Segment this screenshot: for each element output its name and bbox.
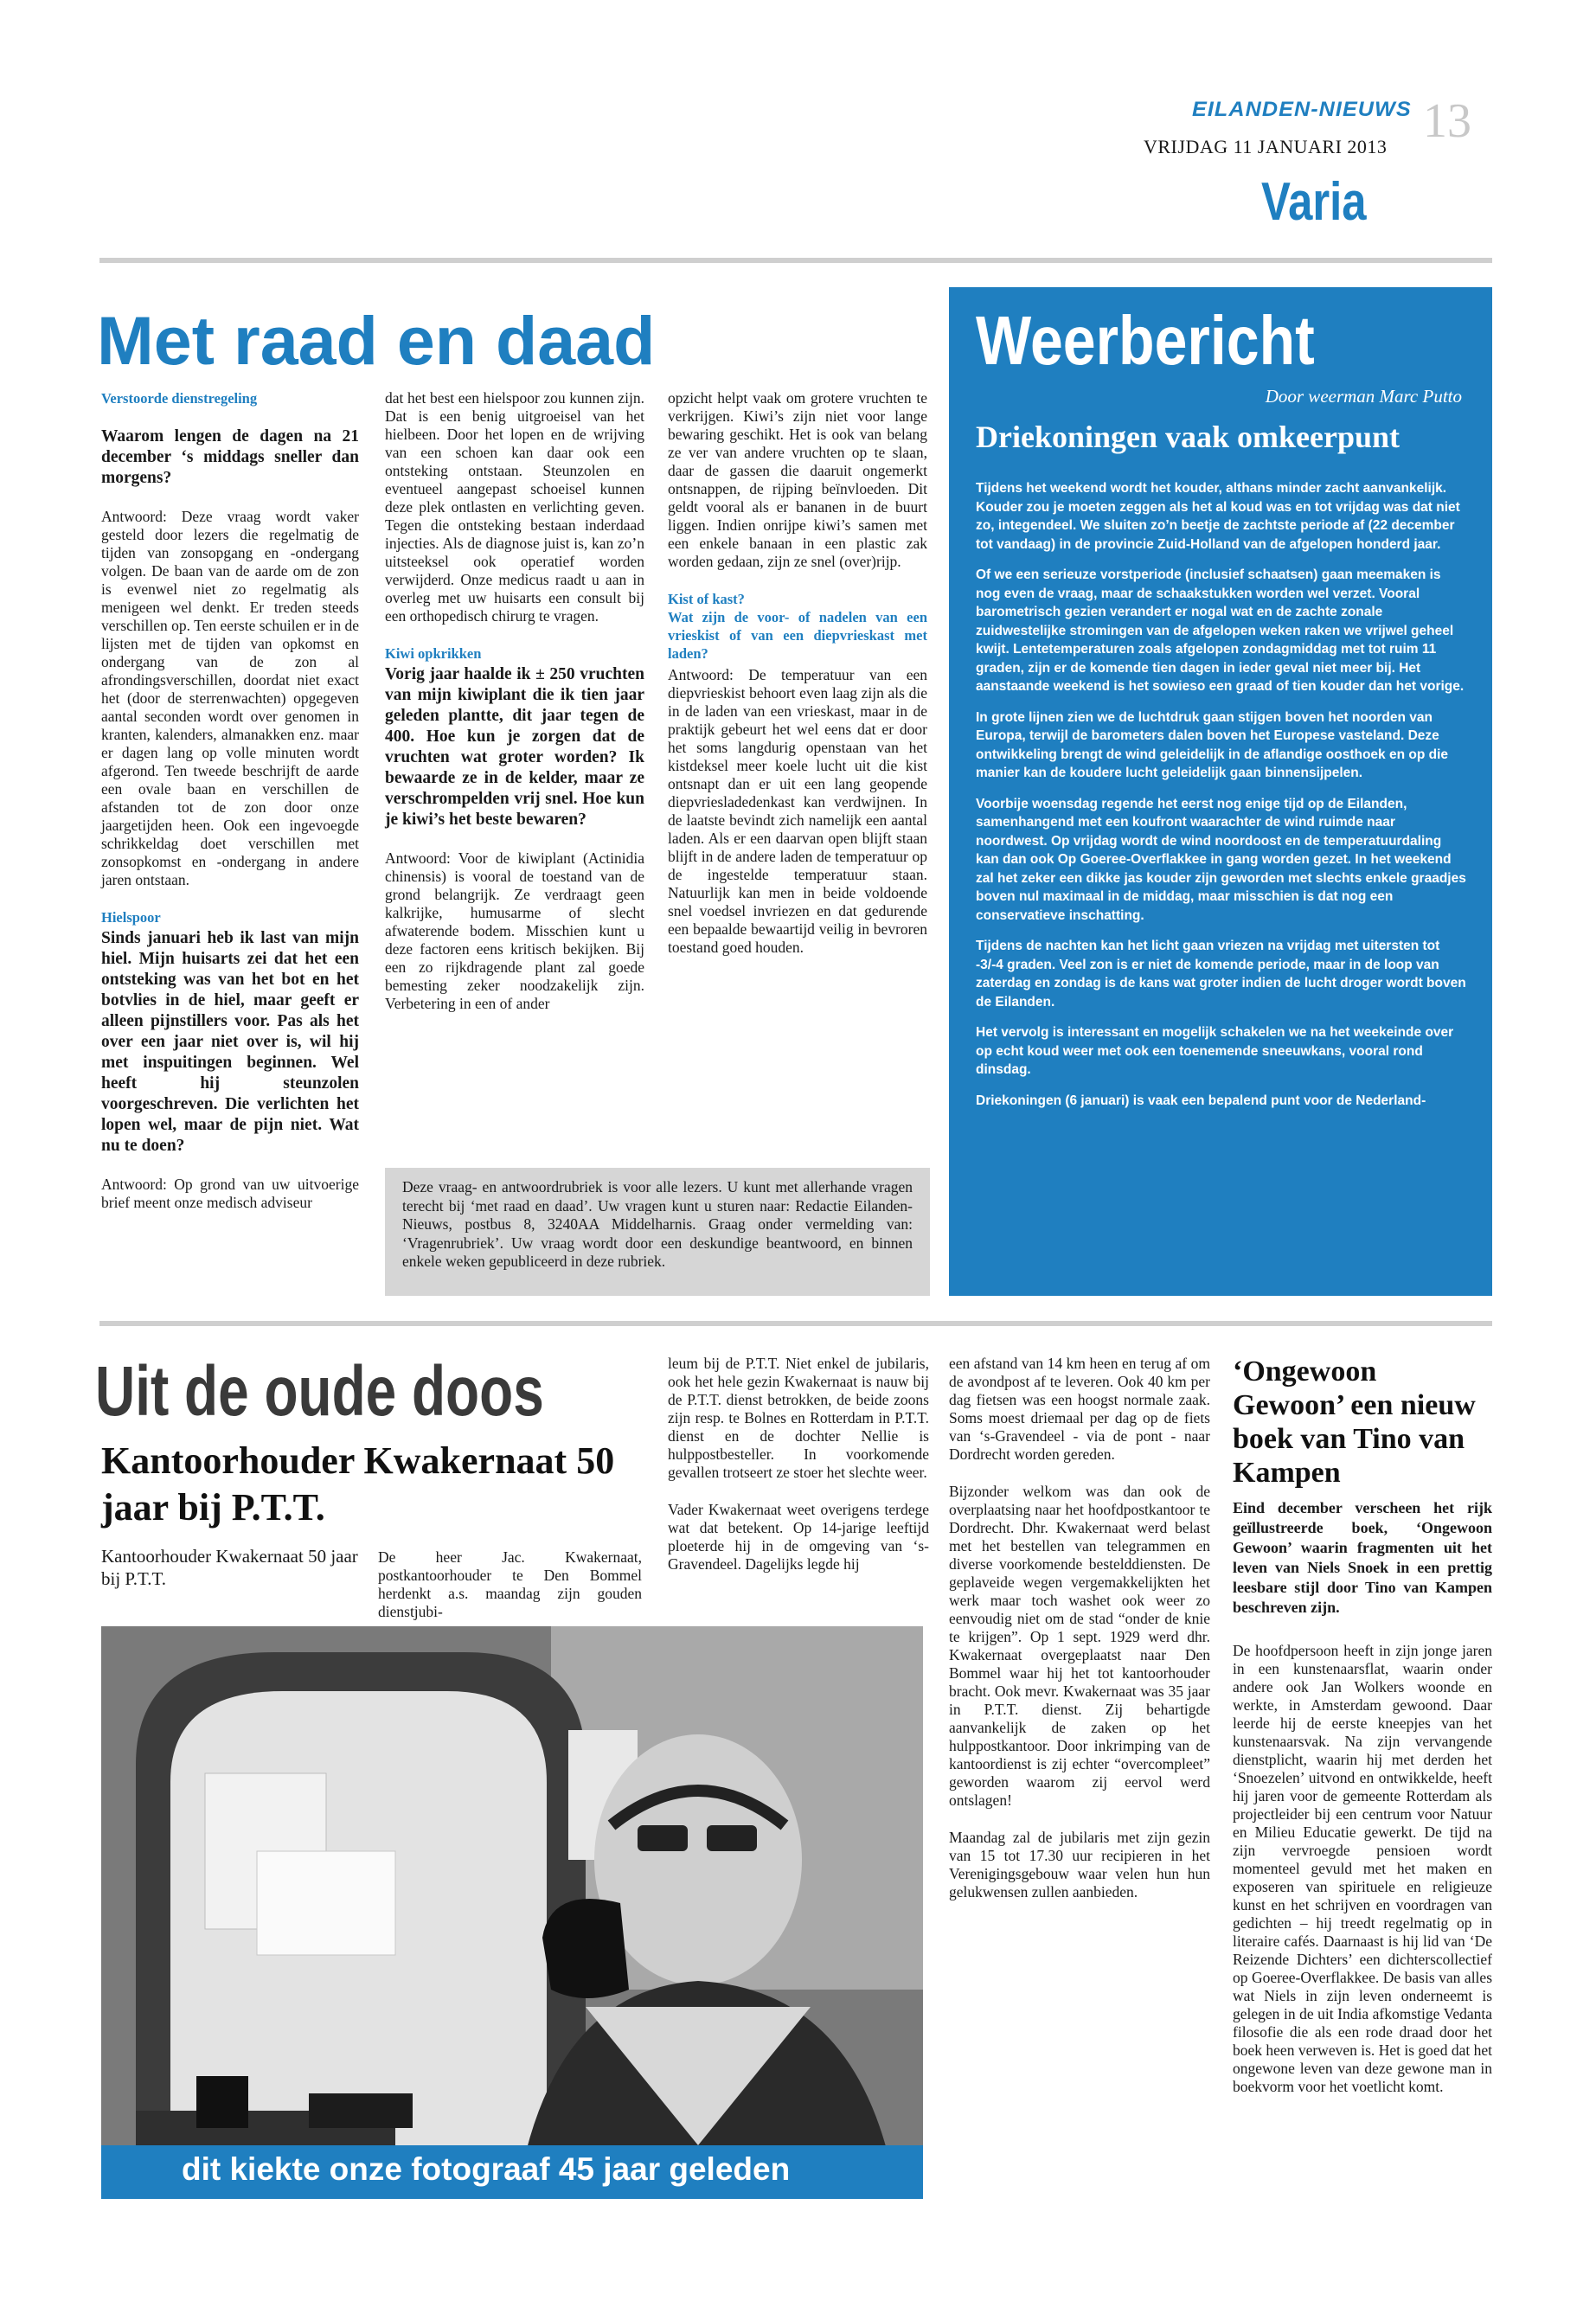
raad-column-1 bbox=[101, 389, 359, 1224]
boek-lead: Eind december verscheen het rijk geïllustreerde boek, ‘Ongewoon Gewoon’ waarin fragmenten uit het leven van Niels Snoek in een prettig leesbare stijl door Tino van Kampen beschreven zijn. bbox=[1233, 1499, 1492, 1616]
raad-column-2 bbox=[385, 389, 644, 1025]
raad-info-box bbox=[385, 1168, 930, 1296]
weather-paragraph: Of we een serieuze vorstperiode (inclusief schaatsen) gaan meemaken is nog even de vraag, maar de schaakstukken worden wel verzet. Vooral barometrisch gezien verandert er nogal wat en de zachte zonale zuidwestelijke stromingen van de afgelopen weken raken we vrijwel geheel kwijt. Lentetemperaturen zoals afgelopen zondagmiddag met tot ruim 11 graden, zijn er de komende tien dagen in ieder geval niet meer bij. Het aanstaande weekend is het sowieso een graad of tien kouder dan het vorige. bbox=[976, 567, 1465, 694]
answer-hielspoor-continued: dat het best een hielspoor zou kunnen zijn. Dat is een benig uitgroeisel van het hielbeen. Door het lopen en de wrijving van een schoen kan daar ook een ontsteking ontstaan. Steunzolen en eventueel aangepast schoeisel kunnen deze plek ontlasten en verlichting geven. Tegen die ontsteking bestaan inderdaad injecties. Als de diagnose juist is, kan zo’n uitsteeksel ook operatief worden verwijderd. Onze medicus raadt u aan in overleg met uw huisarts een consult bij een orthopedisch chirurg te vragen. bbox=[385, 389, 644, 625]
weather-text bbox=[976, 479, 1467, 1122]
doos-paragraph: leum bij de P.T.T. Niet enkel de jubilaris, ook het hele gezin Kwakernaat is nauw bij de P.T.T. dienst betrokken, de beide zoons zijn resp. te Bolnes en Rotterdam in P.T.T. dienst en de dochter Nellie is hulppostbesteller. In voorkomende gevallen trotseert ze stoer het slechte weer. bbox=[668, 1355, 929, 1481]
subhead-dienstregeling: Verstoorde dienstregeling bbox=[101, 390, 258, 407]
raad-column-3 bbox=[668, 389, 927, 969]
doos-intro: De heer Jac. Kwakernaat, postkantoorhouder te Den Bommel herdenkt a.s. maandag zijn gouden dienstjubi- bbox=[378, 1548, 642, 1620]
answer-dagen: Antwoord: Deze vraag wordt vaker gesteld door lezers die regelmatig de tijden van zonsopgang en -ondergang volgen. De baan van de aarde om de zon is evenwel niet zo regelmatig als menigeen wel denkt. Er treden steeds verschillen op. Ten eerste schuilen er in de lijsten met de tijden van opkomst en ondergang van de zon al afrondingsverschillen, doordat niet exact het (door de sterrenwachten) opgegeven aantal seconden wordt over genomen in kranten, kalenders, almanakken enz. maar er dagen lang op volle minuten wordt afgerond. Ten tweede beschrijft de aarde een ovale baan en verschillen de afstanden tot de zon door onze jaargetijden heen. Ook een ingevoegde schrikkeldag doet verschillen met zonsopkomst en -ondergang in andere jaren ontstaan. bbox=[101, 508, 359, 888]
boek-headline: ‘Ongewoon Gewoon’ een nieuw boek van Tino van Kampen bbox=[1233, 1356, 1476, 1489]
edition-date: VRIJDAG 11 JANUARI 2013 bbox=[1144, 136, 1388, 157]
weather-byline: Door weerman Marc Putto bbox=[1265, 386, 1462, 407]
subhead-kist: Kist of kast? bbox=[668, 591, 745, 607]
doos-paragraph: een afstand van 14 km heen en terug af om de avondpost af te leveren. Ook 40 km per dag fietsen was een hoogst normale zaak. Soms moest driemaal per dag op de fiets van ‘s-Gravendeel - via de pont - naar Dordrecht worden gereden. bbox=[949, 1355, 1210, 1463]
subhead-hielspoor: Hielspoor bbox=[101, 909, 161, 926]
question-kist: Wat zijn de voor- of nadelen van een vrieskist of van een diepvrieskast met laden? bbox=[668, 609, 927, 662]
weather-paragraph: Tijdens de nachten kan het licht gaan vriezen na vrijdag met uitersten tot -3/-4 graden. Veel zon is er niet de komende periode, maar in de loop van zaterdag en zondag is de kans wat groter indien de lucht droger wordt boven de Eilanden. bbox=[976, 939, 1466, 1009]
section-title: Varia bbox=[1261, 172, 1367, 232]
raad-title: Met raad en daad bbox=[97, 302, 656, 379]
question-kiwi: Vorig jaar haalde ik ± 250 vruchten van mijn kiwiplant die ik tien jaar geleden plantte, dit jaar tegen de 400. Hoe kun je zorgen dat de vruchten wat groter worden? Ik bewaarde ze in de kelder, maar ze verschrompelden vrij snel. Hoe kun je kiwi’s het beste bewaren? bbox=[385, 665, 644, 829]
top-divider bbox=[99, 258, 1492, 263]
raad-info-text: Deze vraag- en antwoordrubriek is voor alle lezers. U kunt met allerhande vragen terecht bij ‘met raad en daad’. Uw vragen kunt u sturen naar: Redactie Eilanden-Nieuws, postbus 8, 3240AA Middelharnis. Graag onder vermelding van: ‘Vragenrubriek’. Uw vraag wordt door een deskundige beantwoord, en binnen enkele weken gepubliceerd in deze rubriek. bbox=[402, 1178, 913, 1270]
weather-paragraph: Voorbije woensdag regende het eerst nog enige tijd op de Eilanden, samenhangend met een koufront waarachter de wind ruimde naar noordwest. Op vrijdag wordt de wind noordoost en de temperatuurdaling kan dan ook Op Goeree-Overflakkee in gang worden gezet. In het weekend zal het zeker een dikke jas kouder zijn geworden met slechts enkele graadjes boven nul maximaal in de middag, maar misschien is dat nog een conservatieve inschatting. bbox=[976, 796, 1466, 923]
weather-title: Weerbericht bbox=[976, 302, 1315, 379]
doos-title: Uit de oude doos bbox=[95, 1352, 544, 1431]
doos-column-2 bbox=[668, 1355, 929, 1586]
answer-hielspoor: Antwoord: Op grond van uw uitvoerige brief meent onze medisch adviseur bbox=[101, 1176, 359, 1211]
doos-paragraph: Vader Kwakernaat weet overigens terdege wat dat betekent. Op 14-jarige leeftijd ploeterde hij in de omgeving van ‘s-Gravendeel. Dagelijks legde hij bbox=[668, 1501, 929, 1573]
doos-column-3 bbox=[949, 1355, 1210, 1913]
answer-kist: Antwoord: De temperatuur van een diepvrieskist behoort even laag zijn als die in de laden van een vrieskast, maar in de praktijk gebeurt het wel eens dat er door het soms langdurig openstaan van het kistdeksel meer koele lucht uit die kist ontsnapt dan er uit een lang geopende diepvriesladedenkast kan verdwijnen. In de laatste bevindt zich namelijk een aantal laden. Als er een daarvan open blijft staan blijft in de andere laden de temperatuur op de ingestelde temperatuur staan. Natuurlijk kan men in beide voldoende snel voedsel invriezen en dat gedurende een bepaalde bewaartijd veilig in bevroren toestand goed houden. bbox=[668, 666, 927, 956]
doos-paragraph: Bijzonder welkom was dan ook de overplaatsing naar het hoofdpostkantoor te Dordrecht. Dhr. Kwakernaat werd belast met het bestellen van telegrammen en diverse voorkomende bestelddiensten. De geplaveide wegen vergemakkelijkten het werk maar toch washet ook weer zo eenvoudig niet om de stad “onder de knie te krijgen”. Op 1 sept. 1929 werd dhr. Kwakernaat overgeplaatst naar Den Bommel waar hij het tot kantoorhouder bracht. Ook mevr. Kwakernaat was 35 jaar in P.T.T. dienst. Zij behartigde aanvankelijk de zaken op het hulppostkantoor. Door inkrimping van de kantoordienst is zij echter “overcompleet” geworden waarom zij eervol werd ontslagen! bbox=[949, 1483, 1210, 1809]
question-dagen: Waarom lengen de dagen na 21 december ‘s middags sneller dan morgens? bbox=[101, 427, 359, 487]
answer-kiwi: Antwoord: Voor de kiwiplant (Actinidia chinensis) is vooral de toestand van de grond belangrijk. Ze verdraagt geen kalkrijke, humusarme of slecht afwaterende bodem. Misschien kunt u deze factoren eens kritisch bekijken. Bij een zo rijkdragende plant zal goede bemesting zeker noodzakelijk zijn. Verbetering in een of ander bbox=[385, 849, 644, 1012]
answer-kiwi-continued: opzicht helpt vaak om grotere vruchten te verkrijgen. Kiwi’s zijn niet voor lange bewaring geschikt. Het is ook van belang ze ver van andere vruchten op te slaan, daar de gassen die daaruit ongemerkt ontsnappen, de rijping beïnvloeden. Dit geldt vooral als er bananen in de buurt liggen. Indien onrijpe kiwi’s samen met een enkele banaan in een plastic zak worden gedaan, zijn ze snel (over)rijp. bbox=[668, 389, 927, 570]
photo-scene bbox=[101, 1626, 923, 2197]
newspaper-logo: EILANDEN-NIEUWS bbox=[1192, 98, 1412, 121]
page-number: 13 bbox=[1423, 94, 1471, 148]
weather-headline: Driekoningen vaak omkeerpunt bbox=[976, 420, 1401, 454]
middle-divider bbox=[99, 1321, 1492, 1326]
subhead-kiwi: Kiwi opkrikken bbox=[385, 645, 482, 662]
doos-paragraph: Maandag zal de jubilaris met zijn gezin van 15 tot 17.30 uur recipieren in het Verenigingsgebouw waar velen hun hun gelukwensen zullen aanbieden. bbox=[949, 1829, 1210, 1900]
doos-headline: Kantoorhouder Kwakernaat 50 jaar bij P.T.T. bbox=[101, 1439, 615, 1529]
weather-paragraph: In grote lijnen zien we de luchtdruk gaan stijgen boven het noorden van Europa, terwijl de barometers dalen boven het Europese vasteland. Deze ontwikkeling brengt de wind geleidelijk in de aflandige oosthoek en op die manier kan de koudere lucht geleidelijk gaan binnensijpelen. bbox=[976, 709, 1449, 780]
boek-body: De hoofdpersoon heeft in zijn jonge jaren in een kunstenaarsflat, waarin onder andere ook Jan Wolkers woonde en werkte, in Amsterdam gewoond. Daar leerde hij de eerste kneepjes van het kunstenaarsvak. Na zijn vervangende dienstplicht, waarin hij met derden het ‘Snoezelen’ uitvond en ontwikkelde, heeft hij jaren voor de gemeente Rotterdam als projectleider bij een centrum voor Natuur en Milieu Educatie gewerkt. De tijd na zijn vervroegde pensioen wordt momenteel gevuld met het maken en exposeren van spirituele en religieuze kunst en het schrijven en voordragen van gedichten – hij treedt regelmatig op in literaire cafés. Daarnaast is hij lid van ‘De Reizende Dichters’ een dichterscollectief op Goeree-Overflakkee. De basis van alles wat Niels in zijn leven onderneemt is gelegen in de uit India afkomstige Vedanta filosofie die als een rode draad door het boek heen verweven is. Het is goed dat het ongewone leven van deze gewone man in boekvorm voor het voetlicht komt. bbox=[1233, 1642, 1492, 2095]
photo-caption: dit kiekte onze fotograaf 45 jaar geleden bbox=[182, 2151, 791, 2187]
question-hielspoor: Sinds januari heb ik last van mijn hiel. Mijn huisarts zei dat het een ontsteking was van het bot en het botvlies in de hiel, maar geeft er alleen pijnstillers voor. Pas als het over een jaar niet over is, wil hij met inspuitingen beginnen. Wel heeft hij steunzolen voorgeschreven. Die verlichten het lopen wel, maar de pijn niet. Wat nu te doen? bbox=[101, 929, 359, 1155]
weather-paragraph: Het vervolg is interessant en mogelijk schakelen we na het weekeinde over op echt koud weer met ook een toenemende sneeuwkans, vooral rond dinsdag. bbox=[976, 1025, 1454, 1077]
weather-paragraph: Tijdens het weekend wordt het kouder, althans minder zacht aanvankelijk. Kouder zou je moeten zeggen als het al koud was en tot vrijdag was dat niet zo, integendeel. We sluiten zo’n beetje de zachtste periode af (22 december tot vandaag) in de provincie Zuid-Holland van de afgelopen honderd jaar. bbox=[976, 481, 1460, 552]
doos-caption-left: Kantoorhouder Kwakernaat 50 jaar bij P.T.T. bbox=[101, 1546, 358, 1589]
archive-photo bbox=[101, 1626, 923, 2197]
weather-paragraph: Driekoningen (6 januari) is vaak een bepalend punt voor de Nederland- bbox=[976, 1093, 1426, 1108]
